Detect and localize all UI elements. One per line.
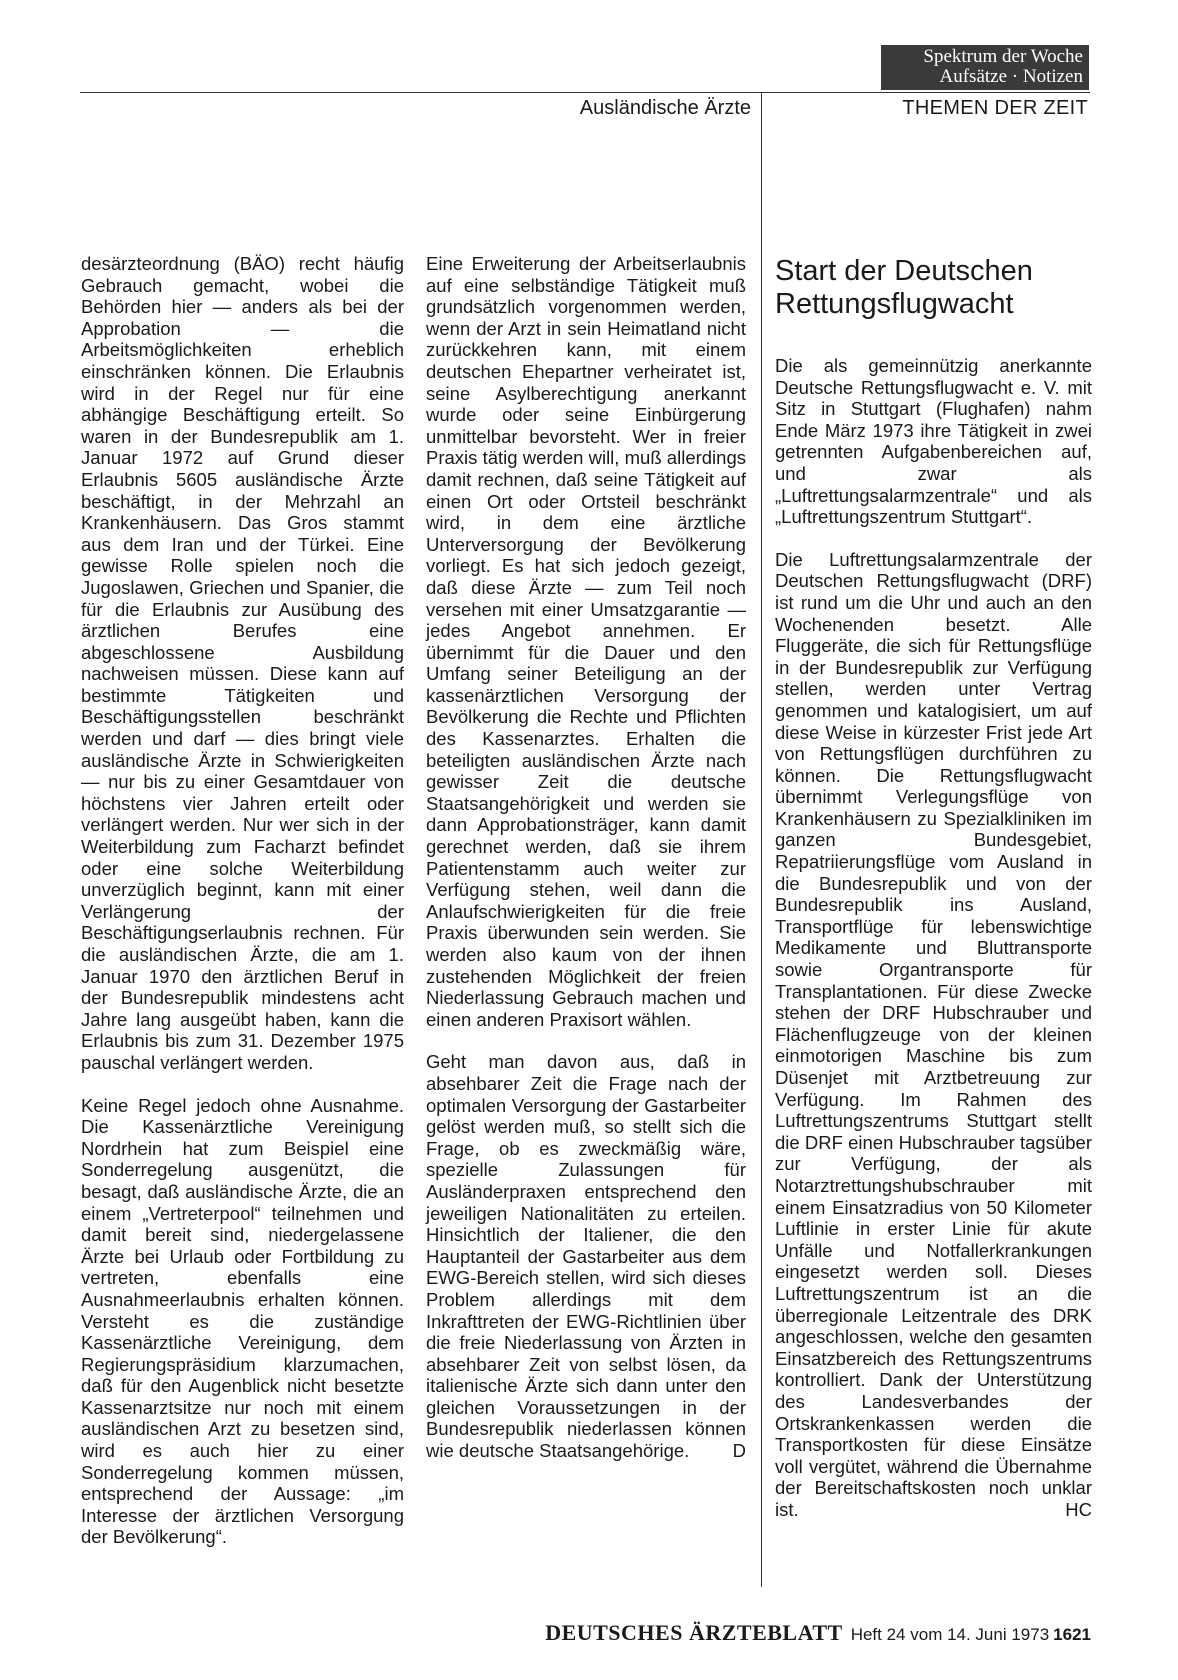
masthead: DEUTSCHES ÄRZTEBLATT xyxy=(545,1620,843,1645)
article-headline: Start der Deutschen Rettungsflugwacht xyxy=(775,255,1033,320)
author-signature: HC xyxy=(1065,1498,1092,1520)
paragraph: Keine Regel jedoch ohne Ausnahme. Die Kassenärztliche Vereinigung Nordrhein hat zum Beispiel eine Sonderregelung ausgenützt, die besagt, daß ausländische Ärzte, die an einem „Vertreterpool“ teilnehmen und damit bereit sind, niedergelassene Ärzte bei Urlaub oder Fortbildung zu vertreten, ebenfalls eine Ausnahmeerlaubnis erhalten können. Versteht es die zuständige Kassenärztliche Vereinigung, dem Regierungspräsidium klarzumachen, daß für den Augenblick nicht besetzte Kassenarztsitze nur noch mit einem ausländischen Arzt zu besetzen sind, wird es auch hier zu einer Sonderregelung kommen müssen, entsprechend der Aussage: „im Interesse der ärztlichen Versorgung der Bevölkerung“. xyxy=(81,1094,404,1548)
paragraph: desärzteordnung (BÄO) recht häufig Gebrauch gemacht, wobei die Behörden hier — anders als bei der Approbation — die Arbeitsmöglichkeiten erheblich einschränken können. Die Erlaubnis wird in der Regel nur für eine abhängige Beschäftigung erteilt. So waren in der Bundesrepublik am 1. Januar 1972 auf Grund dieser Erlaubnis 5605 ausländische Ärzte beschäftigt, in der Mehrzahl an Krankenhäusern. Das Gros stammt aus dem Iran und der Türkei. Eine gewisse Rolle spielen noch die Jugoslawen, Griechen und Spanier, die für die Erlaubnis zur Ausübung des ärztlichen Berufes eine abgeschlossene Ausbildung nachweisen müssen. Diese kann auf bestimmte Tätigkeiten und Beschäftigungsstellen beschränkt werden und darf — dies bringt viele ausländische Ärzte in Schwierigkeiten — nur bis zu einer Gesamtdauer von höchstens vier Jahren erteilt oder verlängert werden. Nur wer sich in der Weiterbildung zum Facharzt befindet oder eine solche Weiterbildung unverzüglich beginnt, kann mit einer Verlängerung der Beschäftigungserlaubnis rechnen. Für die ausländischen Ärzte, die am 1. Januar 1970 den ärztlichen Beruf in der Bundesrepublik mindestens acht Jahre lang ausgeübt haben, kann die Erlaubnis bis zum 31. Dezember 1975 pauschal verlängert werden. xyxy=(81,253,404,1073)
column-3 xyxy=(775,253,1092,1541)
section-box-line2: Aufsätze · Notizen xyxy=(939,66,1083,87)
running-title: Ausländische Ärzte xyxy=(579,97,751,119)
column-2 xyxy=(426,253,746,1483)
column-1 xyxy=(81,253,404,1569)
section-box-line1: Spektrum der Woche xyxy=(923,46,1083,67)
paragraph xyxy=(426,1051,746,1461)
issue-info: Heft 24 vom 14. Juni 1973 xyxy=(850,1625,1050,1644)
lead-paragraph: Die als gemeinnützig anerkannte Deutsche Rettungsflugwacht e. V. mit Sitz in Stuttgart (Flughafen) nahm Ende März 1973 ihre Tätigkeit in zwei getrennten Aufgabenbereichen auf, und zwar als „Luftrettungsalarmzentrale“ und als „Luftrettungszentrum Stuttgart“. xyxy=(775,355,1092,528)
rubric: THEMEN DER ZEIT xyxy=(902,97,1088,119)
section-box xyxy=(881,45,1089,90)
page-number: 1621 xyxy=(1053,1625,1091,1644)
column-divider xyxy=(761,92,762,1587)
paragraph-text: Geht man davon aus, daß in absehbarer Zeit die Frage nach der optimalen Versorgung der Gastarbeiter gelöst werden muß, so stellt sich die Frage, ob es zweckmäßig wäre, spezielle Zulassungen für Ausländerpraxen entsprechend den jeweiligen Nationalitäten zu erteilen. Hinsichtlich der Italiener, die den Hauptanteil der Gastarbeiter aus dem EWG-Bereich stellen, wird sich dieses Problem allerdings mit dem Inkrafttreten der EWG-Richtlinien über die freie Niederlassung von Ärzten in absehbarer Zeit von selbst lösen, da italienische Ärzte sich dann unter den gleichen Voraussetzungen in der Bundesrepublik niederlassen können wie deutsche Staatsangehörige. xyxy=(426,1051,746,1462)
paragraph xyxy=(775,549,1092,1521)
header-rule xyxy=(80,92,1090,93)
footer xyxy=(463,1620,1091,1646)
paragraph-text: Die Luftrettungsalarmzentrale der Deutschen Rettungsflugwacht (DRF) ist rund um die Uhr und auch an den Wochenenden besetzt. Alle Fluggeräte, die sich für Rettungsflüge in der Bundesrepublik zur Verfügung stellen, werden unter Vertrag genommen und katalogisiert, um auf diese Weise in kürzester Frist jede Art von Rettungsflügen durchführen zu können. Die Rettungsflugwacht übernimmt Verlegungsflüge von Krankenhäusern zu Spezialkliniken im ganzen Bundesgebiet, Repatriierungsflüge vom Ausland in die Bundesrepublik und von der Bundesrepublik ins Ausland, Transportflüge für lebenswichtige Medikamente und Bluttransporte sowie Organtransporte für Transplantationen. Für diese Zwecke stehen der DRF Hubschrauber und Flächenflugzeuge von der kleinen einmotorigen Maschine bis zum Düsenjet mit Arztbetreuung zur Verfügung. Im Rahmen des Luftrettungszentrums Stuttgart stellt die DRF einen Hubschrauber tagsüber zur Verfügung, der als Notarztrettungshubschrauber mit einem Einsatzradius von 50 Kilometer Luftlinie in erster Linie für akute Unfälle und Notfallerkrankungen eingesetzt werden soll. Dieses Luftrettungszentrum ist an die überregionale Leitzentrale des DRK angeschlossen, welche den gesamten Einsatzbereich des Rettungszentrums kontrolliert. Dank der Unterstützung des Landesverbandes der Ortskrankenkassen werden die Transportkosten für diese Einsätze voll vergütet, während die Übernahme der Bereitschaftskosten noch unklar ist. xyxy=(775,548,1092,1520)
paragraph: Eine Erweiterung der Arbeitserlaubnis auf eine selbständige Tätigkeit muß grundsätzlich vorgenommen werden, wenn der Arzt in sein Heimatland nicht zurückkehren kann, mit einem deutschen Ehepartner verheiratet ist, seine Asylberechtigung anerkannt wurde oder seine Einbürgerung unmittelbar bevorsteht. Wer in freier Praxis tätig werden will, muß allerdings damit rechnen, daß seine Tätigkeit auf einen Ort oder Ortsteil beschränkt wird, in dem eine ärztliche Unterversorgung der Bevölkerung vorliegt. Es hat sich jedoch gezeigt, daß diese Ärzte — zum Teil noch versehen mit einer Umsatzgarantie — jedes Angebot annehmen. Er übernimmt für die Dauer und den Umfang seiner Beteiligung an der kassenärztlichen Versorgung der Bevölkerung die Rechte und Pflichten des Kassenarztes. Erhalten die beteiligten ausländischen Ärzte nach gewisser Zeit die deutsche Staatsangehörigkeit und werden sie dann Approbationsträger, kann damit gerechnet werden, daß sie ihrem Patientenstamm auch weiter zur Verfügung stehen, weil dann die Anlaufschwierigkeiten für die freie Praxis überwunden sein werden. Sie werden also kaum von der ihnen zustehenden Möglichkeit der freien Niederlassung Gebrauch machen und einen anderen Praxisort wählen. xyxy=(426,253,746,1030)
author-signature: D xyxy=(732,1440,746,1462)
